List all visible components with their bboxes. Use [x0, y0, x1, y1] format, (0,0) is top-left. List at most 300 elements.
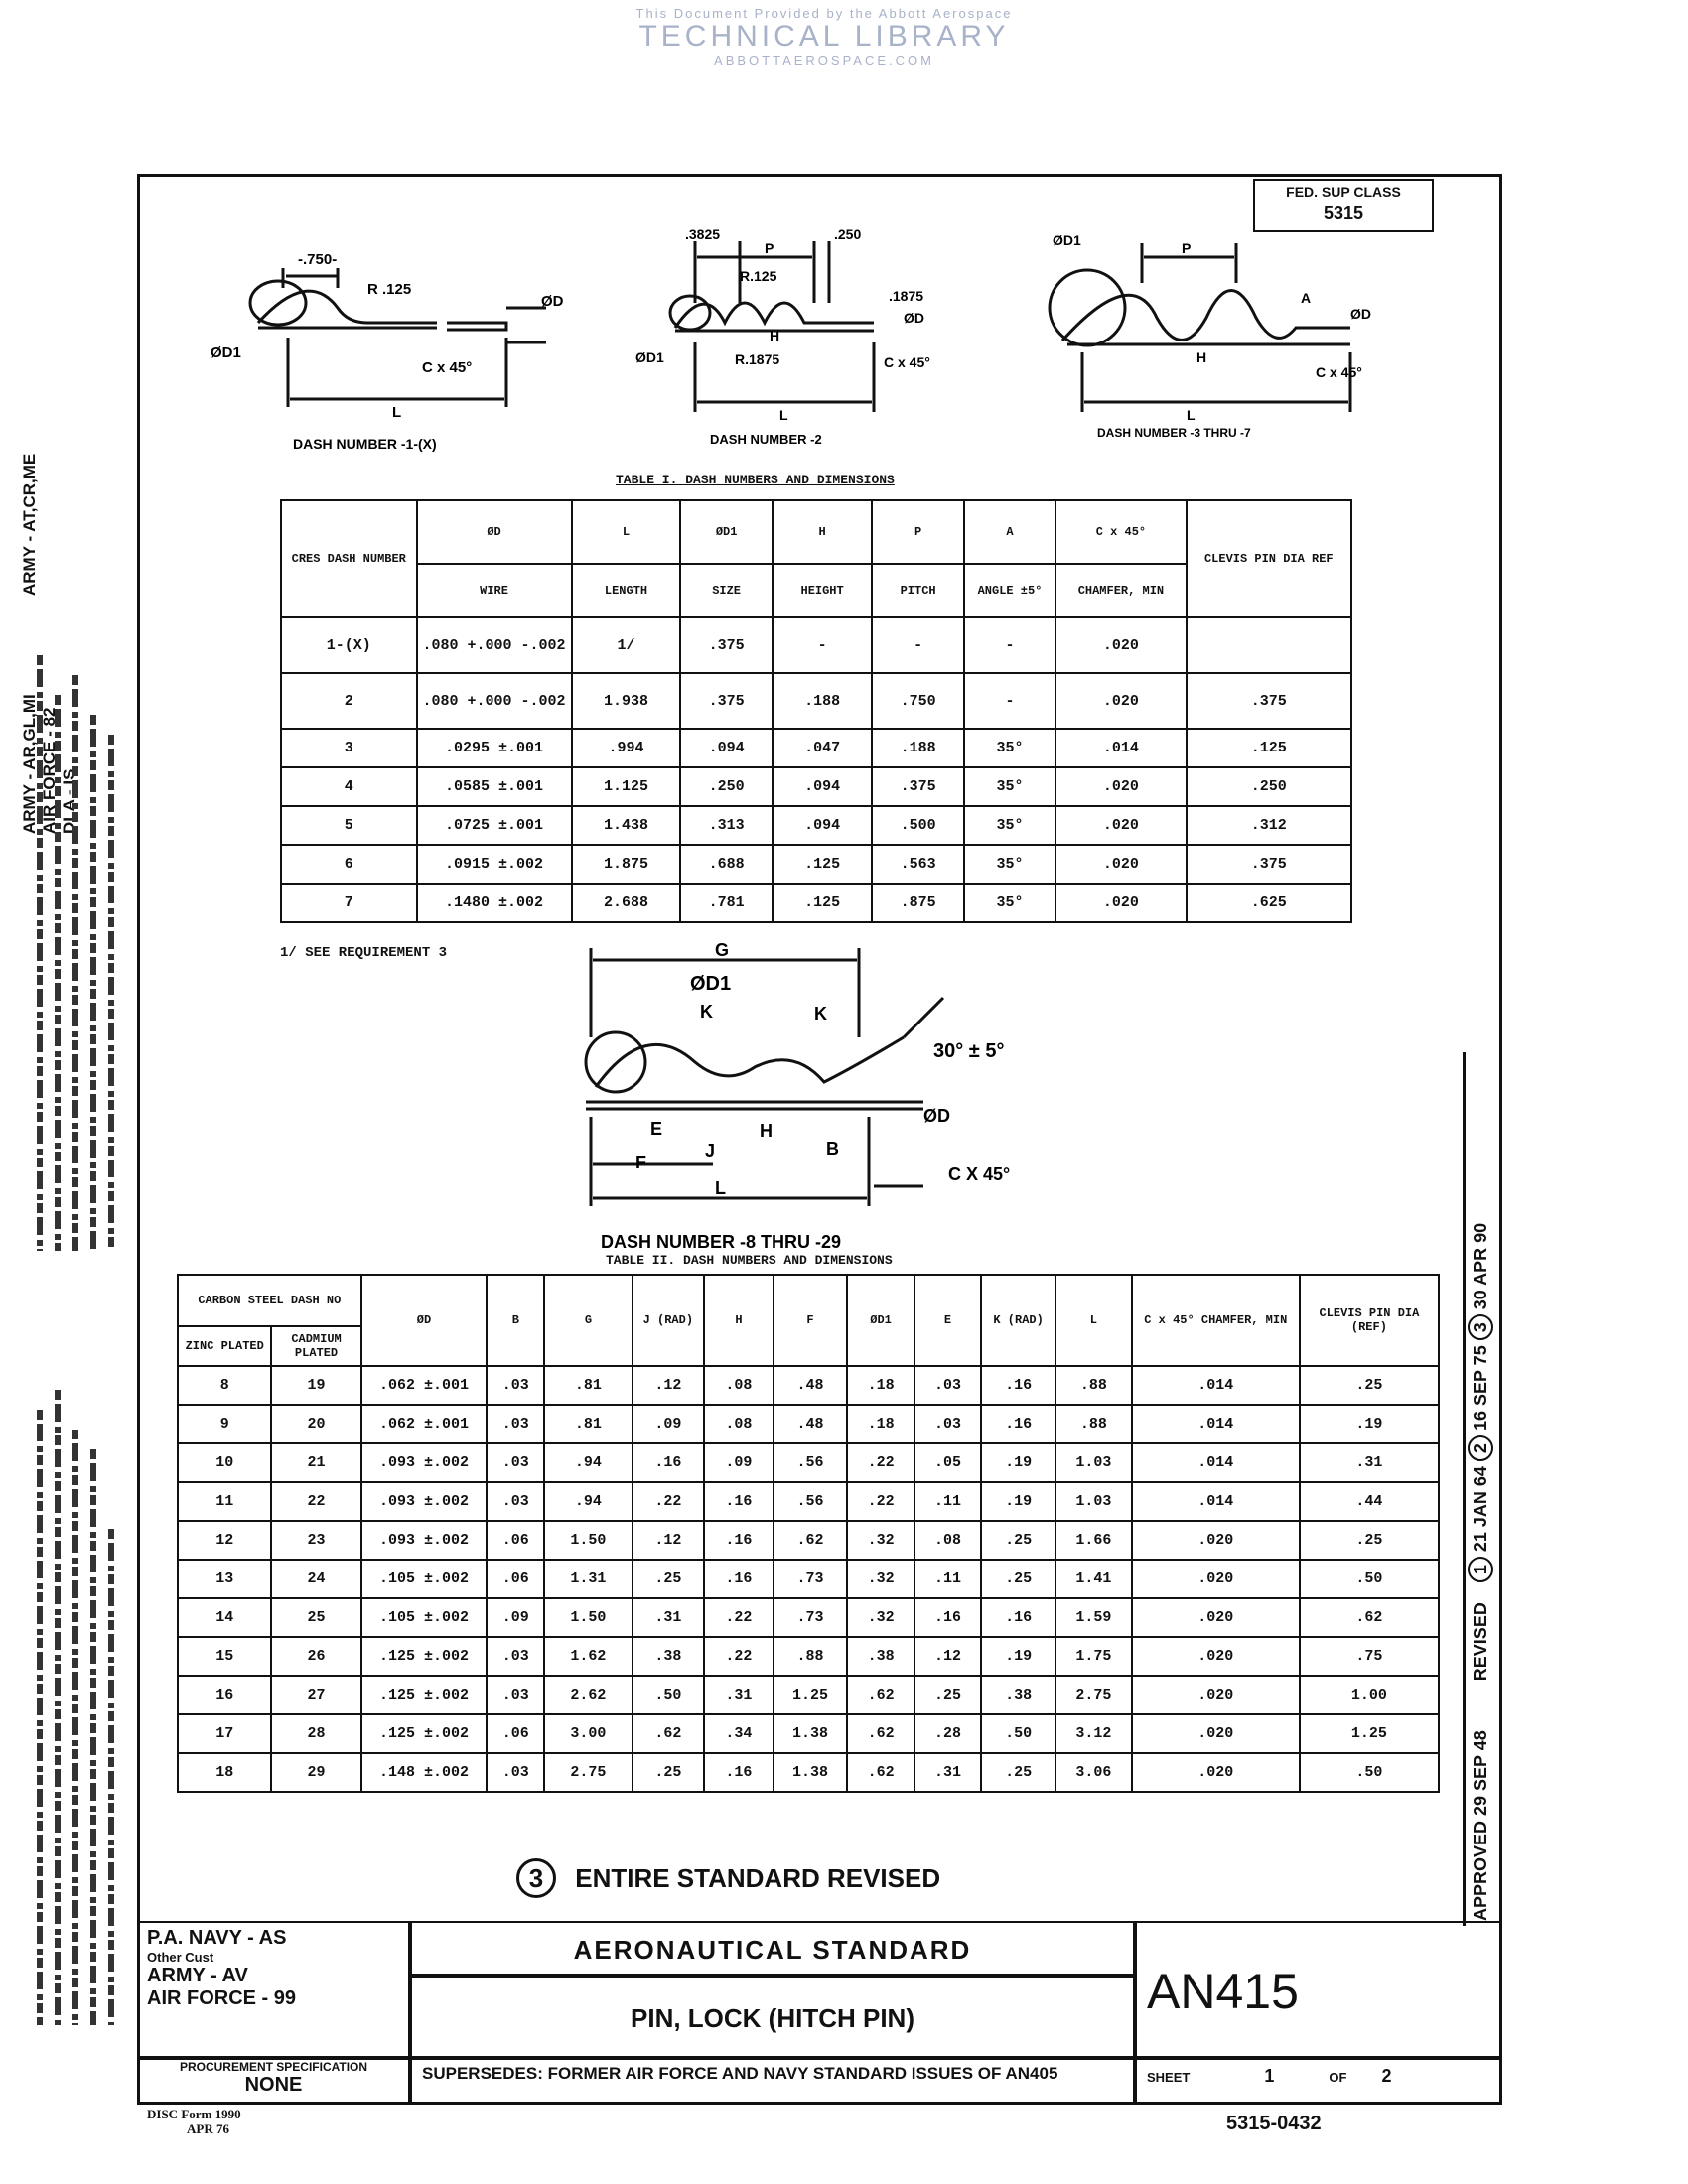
table-cell: 1.03 [1055, 1443, 1132, 1482]
table-cell: .020 [1132, 1560, 1300, 1598]
table-cell: .500 [872, 806, 963, 845]
table-cell: .28 [914, 1714, 981, 1753]
table-row [178, 1521, 1439, 1560]
table-cell: .125 ±.002 [361, 1676, 488, 1714]
table-cell: .062 ±.001 [361, 1405, 488, 1443]
table-cell: 1.125 [572, 767, 681, 806]
table-cell: 1.59 [1055, 1598, 1132, 1637]
library-banner [556, 6, 1092, 68]
side-notice-lines [28, 635, 137, 2045]
table-cell: .11 [914, 1482, 981, 1521]
drawing-dash-8-29 [566, 938, 1062, 1256]
table-cell: .020 [1132, 1521, 1300, 1560]
table-cell: .014 [1055, 729, 1186, 767]
table-cell: .48 [774, 1366, 848, 1405]
table-cell: 2.688 [572, 884, 681, 922]
table-cell: .375 [872, 767, 963, 806]
table-cell: .047 [773, 729, 873, 767]
table-cell: 22 [271, 1482, 360, 1521]
table-cell: 26 [271, 1637, 360, 1676]
table1-body [281, 617, 1351, 922]
fed-sup-class-value: 5315 [1323, 204, 1364, 223]
t1-sh-size: SIZE [680, 564, 772, 617]
table-cell: .25 [1300, 1366, 1439, 1405]
table-cell: .014 [1132, 1482, 1300, 1521]
table-cell: .25 [981, 1521, 1055, 1560]
table-cell: .062 ±.001 [361, 1366, 488, 1405]
table-cell: 25 [271, 1598, 360, 1637]
table-row [178, 1366, 1439, 1405]
table-cell: .16 [704, 1753, 774, 1792]
table-cell: .994 [572, 729, 681, 767]
table-cell: .05 [914, 1443, 981, 1482]
part-name-box [410, 1976, 1135, 2058]
banner-line1: This Document Provided by the Abbott Aerospace [635, 6, 1013, 21]
table-cell: .020 [1055, 617, 1186, 673]
t1-h-p: P [872, 500, 963, 564]
table-cell: .88 [774, 1637, 848, 1676]
table-cell: .06 [487, 1560, 544, 1598]
table-row [178, 1443, 1439, 1482]
t1-sh-height: HEIGHT [773, 564, 873, 617]
t1-h-od: ØD [417, 500, 572, 564]
table-cell: .18 [847, 1366, 914, 1405]
t2-h-od: ØD [361, 1275, 488, 1366]
d4-dim-od: ØD [923, 1106, 950, 1126]
t1-h-c: C x 45° [1055, 500, 1186, 564]
d2-caption: DASH NUMBER -2 [710, 432, 822, 447]
table-cell: .375 [1187, 845, 1351, 884]
d3-caption: DASH NUMBER -3 THRU -7 [1097, 426, 1251, 440]
d2-dim-3825: .3825 [685, 226, 721, 242]
table-cell: .62 [847, 1753, 914, 1792]
table-cell: 5 [281, 806, 417, 845]
table-cell: 2.75 [544, 1753, 632, 1792]
table-cell: 1.41 [1055, 1560, 1132, 1598]
table-cell: .48 [774, 1405, 848, 1443]
table-cell: - [773, 617, 873, 673]
table-cell [1187, 617, 1351, 673]
table-cell: .080 +.000 -.002 [417, 673, 572, 729]
d2-dim-r1875: R.1875 [735, 351, 780, 367]
table-row [178, 1637, 1439, 1676]
table-cell: .11 [914, 1560, 981, 1598]
table-cell: .22 [847, 1482, 914, 1521]
table-cell: .73 [774, 1598, 848, 1637]
table-cell: .12 [914, 1637, 981, 1676]
table-cell: .563 [872, 845, 963, 884]
table-cell: .0295 ±.001 [417, 729, 572, 767]
table-cell: .03 [487, 1637, 544, 1676]
table-cell: 1.875 [572, 845, 681, 884]
table-cell: .19 [981, 1637, 1055, 1676]
table-cell: 3 [281, 729, 417, 767]
fed-sup-class-label: FED. SUP CLASS [1286, 184, 1401, 200]
d2-dim-250: .250 [834, 226, 862, 242]
t1-h-dash: CRES DASH NUMBER [281, 500, 417, 617]
side-code-1: ARMY - AT,CR,ME [20, 453, 39, 596]
t2-h-g: G [544, 1275, 632, 1366]
table-cell: .22 [704, 1598, 774, 1637]
table-cell: .020 [1055, 806, 1186, 845]
table-cell: .020 [1055, 673, 1186, 729]
table-row [178, 1482, 1439, 1521]
d2-dim-od1: ØD1 [635, 349, 664, 365]
d2-dim-chamfer: C x 45° [884, 354, 930, 370]
table-cell: .31 [633, 1598, 705, 1637]
drawing-dash-1 [199, 228, 576, 457]
t1-h-h: H [773, 500, 873, 564]
table-cell: .625 [1187, 884, 1351, 922]
table-cell: .06 [487, 1521, 544, 1560]
sheet-box [1135, 2058, 1502, 2105]
d4-dim-od1: ØD1 [690, 973, 732, 995]
table1 [280, 499, 1352, 923]
table-row [178, 1676, 1439, 1714]
supersedes-text: SUPERSEDES: FORMER AIR FORCE AND NAVY STANDARD ISSUES OF AN405 [422, 2064, 1058, 2083]
d1-dim-r125: R .125 [367, 281, 412, 298]
t1-sh-wire: WIRE [417, 564, 572, 617]
d4-dim-g: G [715, 940, 730, 960]
table-row [281, 673, 1351, 729]
table-cell: .50 [1300, 1560, 1439, 1598]
table-cell: .38 [847, 1637, 914, 1676]
part-name: PIN, LOCK (HITCH PIN) [631, 2003, 914, 2033]
table-cell: .188 [773, 673, 873, 729]
table-cell: .250 [680, 767, 772, 806]
table-cell: .0915 ±.002 [417, 845, 572, 884]
table-cell: 35° [964, 884, 1055, 922]
table-cell: .12 [633, 1366, 705, 1405]
t2-sh-zinc: ZINC PLATED [178, 1326, 271, 1366]
table-cell: - [872, 617, 963, 673]
table-cell: 35° [964, 729, 1055, 767]
d1-dim-od: ØD [541, 293, 564, 310]
t2-h-b: B [487, 1275, 544, 1366]
table-cell: .16 [704, 1560, 774, 1598]
table-cell: .16 [981, 1598, 1055, 1637]
table-cell: 19 [271, 1366, 360, 1405]
custodian-box [137, 1921, 410, 2058]
table-cell: 18 [178, 1753, 271, 1792]
table-cell: .148 ±.002 [361, 1753, 488, 1792]
t1-h-a: A [964, 500, 1055, 564]
table-cell: 1.50 [544, 1521, 632, 1560]
table-cell: .22 [847, 1443, 914, 1482]
revised-label: REVISED [1471, 1602, 1490, 1682]
side-code-4: DLA - IS [60, 768, 78, 834]
table-cell: .73 [774, 1560, 848, 1598]
d1-dim-chamfer: C x 45° [422, 359, 473, 376]
table-cell: .16 [704, 1521, 774, 1560]
table-cell: .375 [1187, 673, 1351, 729]
form-number [147, 2107, 241, 2136]
table-cell: .093 ±.002 [361, 1482, 488, 1521]
table-cell: - [964, 673, 1055, 729]
d3-dim-od: ØD [1350, 306, 1371, 322]
table-cell: .1480 ±.002 [417, 884, 572, 922]
table-cell: .781 [680, 884, 772, 922]
d3-dim-p: P [1182, 240, 1192, 256]
table-cell: .020 [1132, 1714, 1300, 1753]
rev3-marker: 3 [1468, 1314, 1493, 1340]
pa-custodian: P.A. NAVY - AS [147, 1927, 287, 1949]
table-cell: 29 [271, 1753, 360, 1792]
t1-h-clevis: CLEVIS PIN DIA REF [1187, 500, 1351, 617]
t1-sh-length: LENGTH [572, 564, 681, 617]
table-cell: 2.75 [1055, 1676, 1132, 1714]
t2-h-group: CARBON STEEL DASH NO [178, 1275, 361, 1326]
d4-dim-k1: K [700, 1002, 713, 1022]
table-cell: .0585 ±.001 [417, 767, 572, 806]
table-cell: 1.38 [774, 1753, 848, 1792]
table-row [281, 845, 1351, 884]
table-row [281, 884, 1351, 922]
table-cell: 12 [178, 1521, 271, 1560]
t1-sh-pitch: PITCH [872, 564, 963, 617]
table-cell: .50 [1300, 1753, 1439, 1792]
table-cell: 2.62 [544, 1676, 632, 1714]
table-row [178, 1405, 1439, 1443]
table-cell: .375 [680, 673, 772, 729]
standard-number: AN415 [1147, 1964, 1299, 2019]
table-cell: .020 [1055, 845, 1186, 884]
table-cell: .03 [914, 1366, 981, 1405]
table2 [177, 1274, 1440, 1793]
other-cust-label: Other Cust [147, 1950, 214, 1965]
d1-dim-od1: ØD1 [211, 344, 241, 361]
revision-marker: 3 [516, 1858, 556, 1898]
table-cell: .62 [633, 1714, 705, 1753]
table-cell: 1.25 [1300, 1714, 1439, 1753]
t1-h-od1: ØD1 [680, 500, 772, 564]
table-cell: 1/ [572, 617, 681, 673]
d4-dim-angle: 30° ± 5° [933, 1040, 1005, 1062]
table-cell: .25 [981, 1753, 1055, 1792]
table-cell: .94 [544, 1482, 632, 1521]
rev3-date: 30 APR 90 [1471, 1222, 1490, 1310]
table-cell: .750 [872, 673, 963, 729]
table-cell: 15 [178, 1637, 271, 1676]
t2-h-od1: ØD1 [847, 1275, 914, 1366]
table-cell: .22 [704, 1637, 774, 1676]
table-cell: .312 [1187, 806, 1351, 845]
table-cell: .020 [1132, 1753, 1300, 1792]
supersedes-box [410, 2058, 1135, 2105]
table-cell: 7 [281, 884, 417, 922]
sheet-number: 1 [1264, 2066, 1275, 2086]
table1-title: TABLE I. DASH NUMBERS AND DIMENSIONS [616, 473, 895, 487]
table-cell: .094 [773, 767, 873, 806]
d3-dim-a: A [1301, 290, 1312, 306]
table-cell: .81 [544, 1366, 632, 1405]
d4-dim-chamfer: C X 45° [948, 1164, 1011, 1184]
table-cell: .19 [1300, 1405, 1439, 1443]
table-cell: .62 [847, 1676, 914, 1714]
d2-dim-od: ØD [904, 310, 924, 326]
d4-dim-b: B [826, 1139, 839, 1159]
d4-dim-h: H [760, 1121, 773, 1141]
d3-dim-od1: ØD1 [1053, 232, 1081, 248]
table-cell: 2 [281, 673, 417, 729]
table-cell: .12 [633, 1521, 705, 1560]
table-cell: .09 [704, 1443, 774, 1482]
table-cell: .0725 ±.001 [417, 806, 572, 845]
d2-dim-1875: .1875 [889, 288, 924, 304]
table-cell: .62 [774, 1521, 848, 1560]
table-cell: 1.25 [774, 1676, 848, 1714]
table-cell: 1.38 [774, 1714, 848, 1753]
table-cell: .014 [1132, 1366, 1300, 1405]
table-cell: .44 [1300, 1482, 1439, 1521]
table-cell: .25 [981, 1560, 1055, 1598]
table-cell: - [964, 617, 1055, 673]
table-cell: 27 [271, 1676, 360, 1714]
table1-footnote: 1/ SEE REQUIREMENT 3 [280, 945, 448, 961]
table-cell: 3.12 [1055, 1714, 1132, 1753]
table-cell: .125 [773, 884, 873, 922]
table-cell: .08 [914, 1521, 981, 1560]
table-cell: .16 [704, 1482, 774, 1521]
table-cell: .56 [774, 1482, 848, 1521]
d3-dim-h: H [1196, 349, 1207, 365]
d3-dim-l: L [1187, 407, 1196, 423]
t2-h-e: E [914, 1275, 981, 1366]
t2-h-h: H [704, 1275, 774, 1366]
table-cell: .50 [981, 1714, 1055, 1753]
sheet-label: SHEET [1147, 2070, 1191, 2085]
d3-dim-chamfer: C x 45° [1316, 364, 1362, 380]
table-cell: .03 [487, 1366, 544, 1405]
table-cell: .75 [1300, 1637, 1439, 1676]
table-cell: .38 [633, 1637, 705, 1676]
table-cell: .020 [1132, 1637, 1300, 1676]
table-cell: 24 [271, 1560, 360, 1598]
d2-dim-h: H [770, 328, 780, 343]
table-cell: 3.00 [544, 1714, 632, 1753]
custodian-army: ARMY - AV [147, 1965, 248, 1986]
revision-note-text: ENTIRE STANDARD REVISED [575, 1863, 941, 1893]
side-code-3: AIR FORCE - 82 [40, 707, 59, 834]
side-code-2: ARMY - AR,GL,MI [20, 694, 39, 834]
table-cell: 1.50 [544, 1598, 632, 1637]
form-line2: APR 76 [187, 2121, 229, 2136]
rev1-date: 21 JAN 64 [1471, 1466, 1490, 1553]
standard-title-box [410, 1921, 1135, 1976]
table-cell: .08 [704, 1366, 774, 1405]
t2-h-j: J (RAD) [633, 1275, 705, 1366]
table-cell: .688 [680, 845, 772, 884]
table-cell: .50 [633, 1676, 705, 1714]
table-cell: .81 [544, 1405, 632, 1443]
table-cell: .22 [633, 1482, 705, 1521]
table-cell: .56 [774, 1443, 848, 1482]
table-cell: .080 +.000 -.002 [417, 617, 572, 673]
drawing-dash-3-7 [1023, 223, 1420, 447]
table-cell: .093 ±.002 [361, 1443, 488, 1482]
table-cell: .105 ±.002 [361, 1598, 488, 1637]
t2-sh-cadmium: CADMIUM PLATED [271, 1326, 360, 1366]
table-cell: 35° [964, 767, 1055, 806]
table-row [281, 806, 1351, 845]
t1-sh-chamfer: CHAMFER, MIN [1055, 564, 1186, 617]
table-cell: 1.75 [1055, 1637, 1132, 1676]
rev1-marker: 1 [1468, 1557, 1493, 1582]
table-cell: 4 [281, 767, 417, 806]
table-cell: .094 [680, 729, 772, 767]
table-cell: 3.06 [1055, 1753, 1132, 1792]
table-cell: .020 [1132, 1598, 1300, 1637]
t2-h-f: F [774, 1275, 848, 1366]
table-cell: 1.03 [1055, 1482, 1132, 1521]
table2-body [178, 1366, 1439, 1792]
d4-dim-e: E [650, 1119, 663, 1139]
d4-dim-j: J [705, 1141, 716, 1160]
rev2-date: 16 SEP 75 [1471, 1345, 1490, 1432]
table2-title: TABLE II. DASH NUMBERS AND DIMENSIONS [606, 1253, 893, 1268]
table-row [178, 1753, 1439, 1792]
table-cell: .014 [1132, 1405, 1300, 1443]
table-cell: .375 [680, 617, 772, 673]
standard-title: AERONAUTICAL STANDARD [573, 1935, 972, 1965]
standard-number-box [1135, 1921, 1502, 2058]
table-cell: 1.438 [572, 806, 681, 845]
table-row [178, 1714, 1439, 1753]
table-cell: .16 [914, 1598, 981, 1637]
table-cell: .25 [914, 1676, 981, 1714]
table-cell: .03 [487, 1405, 544, 1443]
t1-sh-angle: ANGLE ±5° [964, 564, 1055, 617]
table-cell: .875 [872, 884, 963, 922]
table-cell: .25 [633, 1753, 705, 1792]
table-cell: .125 [773, 845, 873, 884]
table-cell: 16 [178, 1676, 271, 1714]
revision-strip-text [1468, 1047, 1497, 1921]
table-cell: .16 [633, 1443, 705, 1482]
table-cell: .06 [487, 1714, 544, 1753]
d4-dim-f: F [635, 1153, 646, 1172]
table-row [281, 729, 1351, 767]
proc-spec-label: PROCUREMENT SPECIFICATION [179, 2060, 368, 2074]
table-cell: 1.938 [572, 673, 681, 729]
table-cell: .020 [1132, 1676, 1300, 1714]
table-cell: .16 [981, 1366, 1055, 1405]
d4-caption: DASH NUMBER -8 THRU -29 [601, 1232, 842, 1252]
table-cell: .094 [773, 806, 873, 845]
table-cell: .34 [704, 1714, 774, 1753]
t1-h-l: L [572, 500, 681, 564]
table-cell: .25 [1300, 1521, 1439, 1560]
table-cell: .88 [1055, 1405, 1132, 1443]
table-cell: 35° [964, 845, 1055, 884]
table-cell: 10 [178, 1443, 271, 1482]
table-cell: .09 [633, 1405, 705, 1443]
table-cell: 1.62 [544, 1637, 632, 1676]
d1-dim-750: -.750- [298, 251, 338, 268]
table-cell: .19 [981, 1443, 1055, 1482]
table-cell: .188 [872, 729, 963, 767]
table-cell: 20 [271, 1405, 360, 1443]
d2-dim-l: L [779, 407, 788, 423]
table-cell: .19 [981, 1482, 1055, 1521]
table-row [178, 1598, 1439, 1637]
approved-date: APPROVED 29 SEP 48 [1471, 1730, 1490, 1921]
table-cell: .32 [847, 1521, 914, 1560]
revision-note [516, 1858, 940, 1898]
table-cell: .38 [981, 1676, 1055, 1714]
sheet-total: 2 [1381, 2066, 1392, 2086]
table-cell: .32 [847, 1598, 914, 1637]
